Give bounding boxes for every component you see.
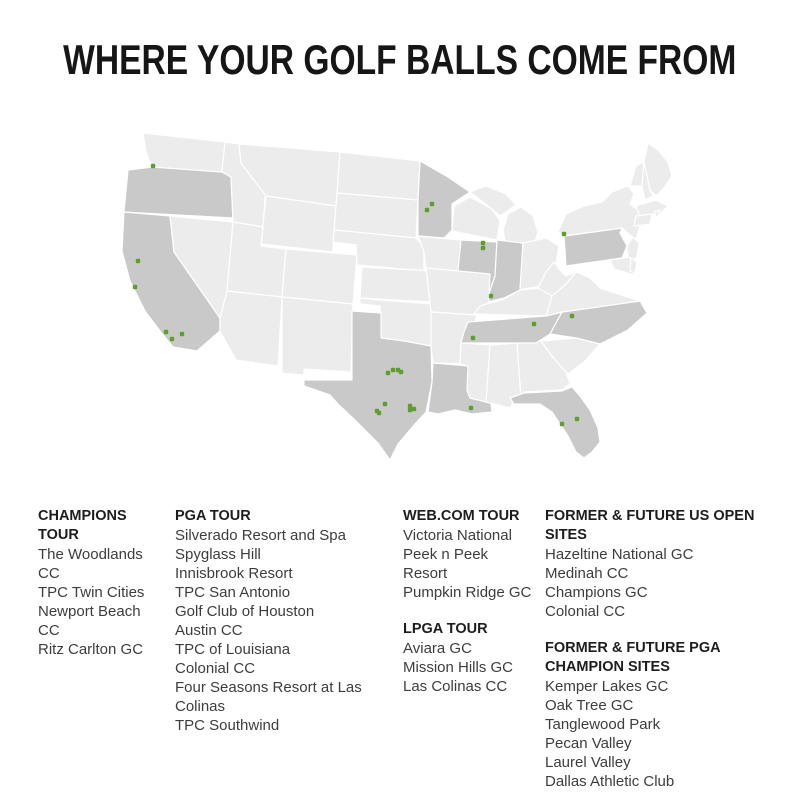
course-item: Dallas Athletic Club	[545, 773, 675, 790]
course-item: TPC Twin Cities	[38, 584, 145, 601]
course-item: Silverado Resort and Spa	[175, 527, 346, 544]
course-item: Pecan Valley	[545, 735, 632, 752]
course-item: Aviara GC	[403, 640, 472, 657]
state-ct	[634, 214, 652, 226]
course-dot-tanglewood-park	[570, 314, 574, 318]
state-de	[630, 258, 637, 273]
course-dot-ritz-carlton-gc	[575, 417, 579, 421]
course-item: Pumpkin Ridge GC	[403, 584, 532, 601]
course-dot-tpc-twin-cities	[430, 202, 434, 206]
state-ri	[654, 210, 660, 219]
state-fl	[510, 387, 600, 458]
course-item: Austin CC	[175, 622, 243, 639]
states-layer	[122, 133, 672, 460]
course-dot-pumpkin-ridge-gc	[151, 164, 155, 168]
course-item: Ritz Carlton GC	[38, 641, 144, 658]
course-dot-golf-club-of-houston	[408, 404, 412, 408]
list-column-3	[545, 507, 783, 800]
course-dot-the-woodlands-cc	[412, 407, 416, 411]
course-dot-champions-gc	[408, 408, 412, 412]
course-item: Spyglass Hill	[175, 546, 261, 563]
state-co	[282, 249, 357, 304]
course-item: Four Seasons Resort at Las Colinas	[175, 679, 362, 715]
state-nd	[337, 152, 420, 200]
course-dot-mission-hills-gc	[180, 332, 184, 336]
course-dot-peek-n-peek-resort	[562, 232, 566, 236]
state-wy	[261, 196, 336, 252]
course-item: TPC San Antonio	[175, 584, 291, 601]
state-ks	[360, 267, 434, 302]
course-item: Tanglewood Park	[545, 716, 661, 733]
tour-section-champions-tour	[38, 507, 163, 659]
course-item: Peek n Peek Resort	[403, 546, 489, 582]
course-dot-innisbrook-resort	[560, 422, 564, 426]
course-dot-spyglass-hill	[133, 285, 137, 289]
course-dot-austin-cc	[383, 402, 387, 406]
course-dot-pecan-valley	[377, 411, 381, 415]
course-dot-tpc-southwind	[471, 336, 475, 340]
state-wa	[143, 133, 225, 172]
course-dot-kemper-lakes-gc	[481, 246, 485, 250]
course-item: Oak Tree GC	[545, 697, 634, 714]
tour-header: CHAMPIONS TOUR	[38, 508, 127, 543]
course-item: Kemper Lakes GC	[545, 678, 669, 695]
course-dot-victoria-national	[489, 294, 493, 298]
tour-section-web-com-tour	[403, 507, 535, 602]
tour-section-former-future-pga-champion-sites	[545, 639, 783, 791]
course-dot-tpc-of-louisiana	[469, 406, 473, 410]
course-dot-dallas-athletic-club	[399, 370, 403, 374]
state-az	[220, 291, 282, 366]
course-dot-newport-beach-cc	[164, 330, 168, 334]
course-item: TPC Southwind	[175, 717, 280, 734]
tour-header: FORMER & FUTURE US OPEN SITES	[545, 508, 755, 543]
tour-header: WEB.COM TOUR	[403, 508, 520, 524]
course-item: Las Colinas CC	[403, 678, 508, 695]
tour-section-pga-tour	[175, 507, 393, 735]
list-column-0	[38, 507, 163, 677]
course-dot-hazeltine-national-gc	[425, 208, 429, 212]
state-or	[124, 167, 233, 218]
course-item: Colonial CC	[545, 603, 626, 620]
course-item: Colonial CC	[175, 660, 256, 677]
list-column-1	[175, 507, 393, 753]
tour-section-lpga-tour	[403, 620, 535, 696]
course-item: Innisbrook Resort	[175, 565, 293, 582]
course-item: Champions GC	[545, 584, 648, 601]
course-item: Hazeltine National GC	[545, 546, 694, 563]
tour-header: FORMER & FUTURE PGA CHAMPION SITES	[545, 640, 721, 675]
course-dot-aviara-gc	[170, 337, 174, 341]
course-item: Laurel Valley	[545, 754, 631, 771]
page-title: WHERE YOUR GOLF BALLS COME FROM	[63, 36, 737, 83]
course-dot-laurel-valley	[532, 322, 536, 326]
tour-section-former-future-us-open-sites	[545, 507, 783, 621]
course-dot-medinah-cc	[481, 241, 485, 245]
course-item: Medinah CC	[545, 565, 629, 582]
course-item: Golf Club of Houston	[175, 603, 315, 620]
course-dot-silverado-resort-and-spa	[136, 259, 140, 263]
course-dot-colonial-cc	[386, 371, 390, 375]
tour-header: LPGA TOUR	[403, 621, 488, 637]
course-item: Victoria National	[403, 527, 512, 544]
course-item: Mission Hills GC	[403, 659, 514, 676]
tour-header: PGA TOUR	[175, 508, 251, 524]
course-item: The Woodlands CC	[38, 546, 143, 582]
course-dot-four-seasons-resort-at-las-colinas	[391, 368, 395, 372]
course-item: TPC of Louisiana	[175, 641, 291, 658]
list-column-2	[403, 507, 535, 714]
state-nm	[282, 297, 353, 375]
course-item: Newport Beach CC	[38, 603, 141, 639]
